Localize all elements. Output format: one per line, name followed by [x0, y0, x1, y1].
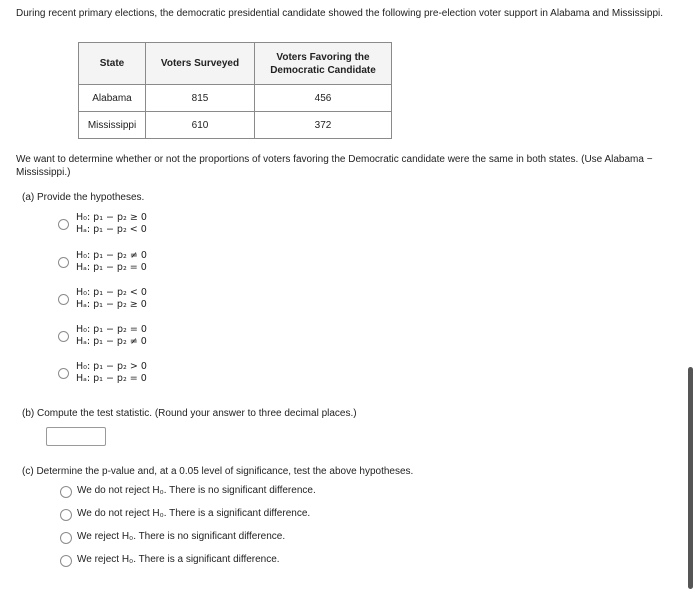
conclusion-option-label: We reject H₀. There is no significant difference.	[77, 531, 286, 542]
vertical-scrollbar[interactable]	[688, 367, 693, 589]
hypothesis-option-2[interactable]	[58, 250, 218, 274]
hypothesis-option-4[interactable]	[58, 324, 218, 348]
radio-button[interactable]	[60, 509, 72, 521]
null-hypothesis: H₀: p₁ − p₂ > 0	[76, 361, 147, 372]
hypothesis-option-1[interactable]	[58, 212, 218, 236]
part-b-label: (b) Compute the test statistic. (Round your answer to three decimal places.)	[22, 408, 357, 419]
table-row	[79, 85, 392, 112]
cell-state: Mississippi	[79, 112, 146, 139]
alternative-hypothesis: Hₐ: p₁ − p₂ ≠ 0	[76, 336, 147, 347]
null-hypothesis: H₀: p₁ − p₂ < 0	[76, 287, 147, 298]
hypothesis-option-5[interactable]	[58, 361, 218, 385]
hypothesis-option-3[interactable]	[58, 287, 218, 311]
question-text: We want to determine whether or not the proportions of voters favoring the Democratic candidate were the same in both states. (Use Alabama − Mississippi.)	[16, 154, 653, 178]
intro-text: During recent primary elections, the democratic presidential candidate showed the following pre-election voter support in Alabama and Mississippi.	[16, 8, 664, 19]
cell-state: Alabama	[79, 85, 146, 112]
table-row	[79, 112, 392, 139]
radio-button[interactable]	[58, 331, 69, 342]
conclusion-option-label: We do not reject H₀. There is no significant difference.	[77, 485, 316, 496]
radio-button[interactable]	[58, 368, 69, 379]
radio-button[interactable]	[58, 219, 69, 230]
alternative-hypothesis: Hₐ: p₁ − p₂ = 0	[76, 373, 147, 384]
null-hypothesis: H₀: p₁ − p₂ = 0	[76, 324, 147, 335]
cell-surveyed: 610	[146, 112, 255, 139]
header-voters-surveyed: Voters Surveyed	[146, 43, 255, 85]
radio-button[interactable]	[58, 257, 69, 268]
cell-favoring: 372	[255, 112, 392, 139]
table-header-row	[79, 43, 392, 85]
radio-button[interactable]	[60, 555, 72, 567]
alternative-hypothesis: Hₐ: p₁ − p₂ = 0	[76, 262, 147, 273]
conclusion-option-label: We reject H₀. There is a significant difference.	[77, 554, 280, 565]
null-hypothesis: H₀: p₁ − p₂ ≠ 0	[76, 250, 147, 261]
radio-button[interactable]	[60, 532, 72, 544]
alternative-hypothesis: Hₐ: p₁ − p₂ ≥ 0	[76, 299, 147, 310]
null-hypothesis: H₀: p₁ − p₂ ≥ 0	[76, 212, 147, 223]
cell-favoring: 456	[255, 85, 392, 112]
cell-surveyed: 815	[146, 85, 255, 112]
header-voters-favoring: Voters Favoring the Democratic Candidate	[255, 43, 392, 85]
radio-button[interactable]	[58, 294, 69, 305]
voter-table	[78, 42, 392, 139]
radio-button[interactable]	[60, 486, 72, 498]
test-statistic-input[interactable]	[46, 427, 106, 446]
conclusion-option-label: We do not reject H₀. There is a significant difference.	[77, 508, 311, 519]
header-state: State	[79, 43, 146, 85]
part-c-label: (c) Determine the p-value and, at a 0.05 level of significance, test the above hypotheses.	[22, 466, 414, 477]
part-a-label: (a) Provide the hypotheses.	[22, 192, 145, 203]
alternative-hypothesis: Hₐ: p₁ − p₂ < 0	[76, 224, 147, 235]
